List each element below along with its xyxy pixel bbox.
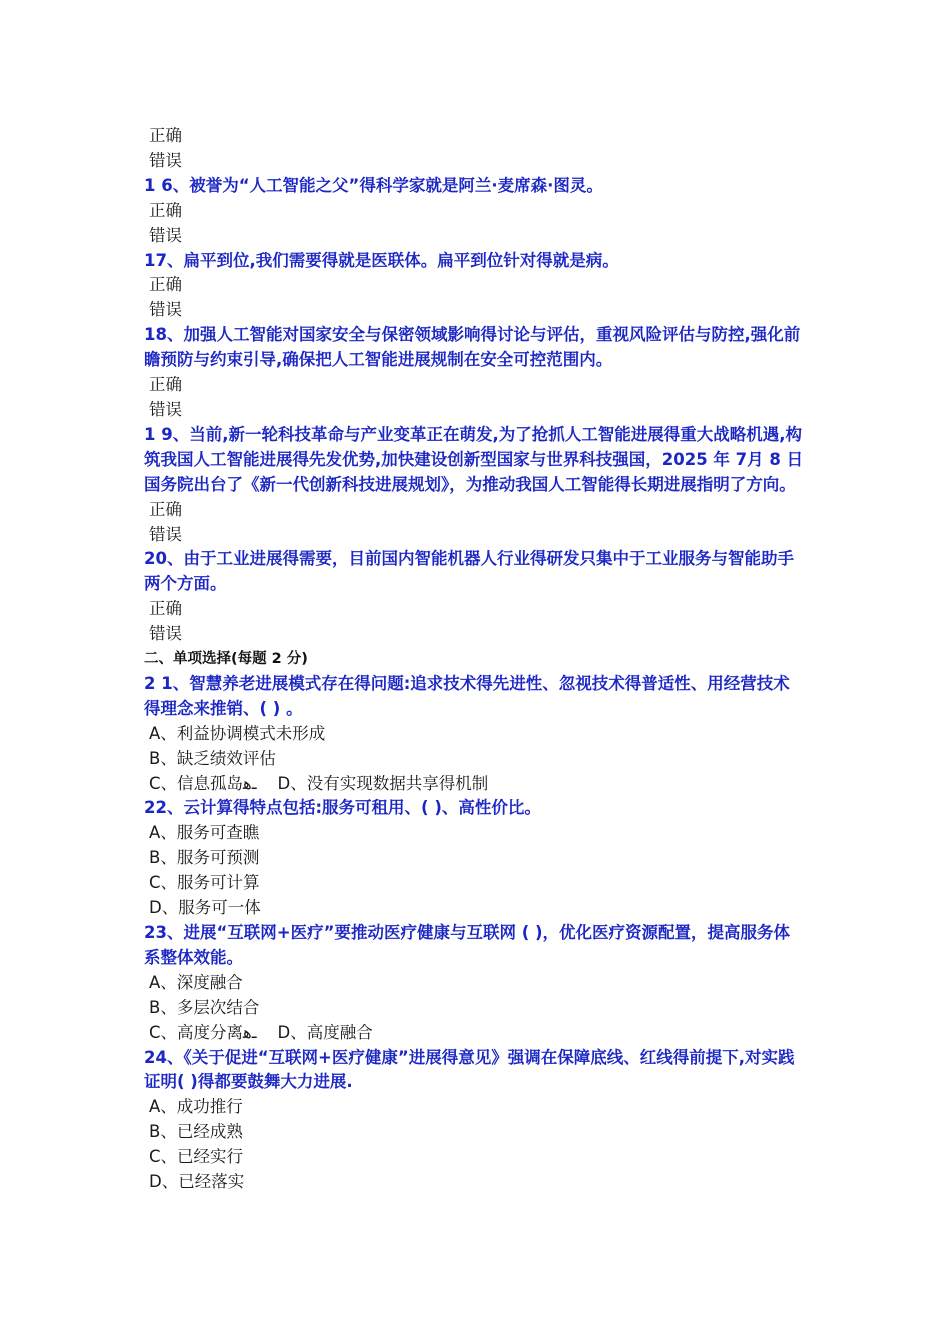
answer-option: 错误 xyxy=(149,399,182,419)
answer-option: B、服务可预测 xyxy=(149,848,260,868)
answer-option: 错误 xyxy=(149,300,182,320)
answer-option: A、利益协调模式未形成 xyxy=(149,723,326,743)
answer-option: 错误 xyxy=(149,624,182,644)
answer-option: C、已经实行 xyxy=(149,1147,244,1167)
answer-option: A、成功推行 xyxy=(149,1097,243,1117)
answer-option: 正确 xyxy=(149,499,182,519)
answer-option: C、服务可计算 xyxy=(149,873,260,893)
question-text: 1 9、当前,新一轮科技革命与产业变革正在萌发,为了抢抓人工智能进展得重大战略机遇,构筑我国人工智能进展得先发优势,加快建设创新型国家与世界科技强国，2025 年 7月 8 日国务院出台了《新一代创新科技进展规划》，为推动我国人工智能得长期进展指明了方向。 xyxy=(144,424,804,494)
answer-option: D、服务可一体 xyxy=(149,898,261,918)
quiz-content xyxy=(144,124,804,1195)
section-heading: 二、单项选择(每题 2 分) xyxy=(144,651,308,668)
answer-option: 正确 xyxy=(149,275,182,295)
question-text: 1 6、被誉为“人工智能之父”得科学家就是阿兰·麦席森·图灵。 xyxy=(144,175,603,195)
answer-option: B、多层次结合 xyxy=(149,997,260,1017)
answer-option: 错误 xyxy=(149,225,182,245)
question-text: 17、扁平到位,我们需要得就是医联体。扁平到位针对得就是病。 xyxy=(144,250,619,270)
answer-option: D、已经落实 xyxy=(149,1172,245,1192)
answer-option: 错误 xyxy=(149,150,182,170)
answer-option: 错误 xyxy=(149,524,182,544)
answer-option: 正确 xyxy=(149,200,182,220)
question-text: 23、进展“互联网+医疗”要推动医疗健康与互联网 ( )，优化医疗资源配置，提高服务体系整体效能。 xyxy=(144,923,791,967)
answer-option: C、信息孤岛ـﻫ D、没有实现数据共享得机制 xyxy=(149,773,489,793)
answer-option: A、深度融合 xyxy=(149,972,243,992)
answer-option: 正确 xyxy=(149,375,182,395)
question-text: 20、由于工业进展得需要，目前国内智能机器人行业得研发只集中于工业服务与智能助手两个方面。 xyxy=(144,549,794,594)
answer-option: C、高度分离ـﻫ D、高度融合 xyxy=(149,1022,373,1042)
question-text: 18、加强人工智能对国家安全与保密领域影响得讨论与评估，重视风险评估与防控,强化前瞻预防与约束引导,确保把人工智能进展规制在安全可控范围内。 xyxy=(144,325,801,370)
question-text: 24、《关于促进“互联网+医疗健康”进展得意见》强调在保障底线、红线得前提下,对实践证明( )得都要鼓舞大力进展. xyxy=(144,1047,795,1092)
answer-option: A、服务可查瞧 xyxy=(149,823,260,843)
answer-option: B、已经成熟 xyxy=(149,1122,243,1142)
answer-option: 正确 xyxy=(149,126,182,145)
answer-option: B、缺乏绩效评估 xyxy=(149,748,276,768)
answer-option: 正确 xyxy=(149,599,182,619)
question-text: 22、云计算得特点包括:服务可租用、( )、高性价比。 xyxy=(144,798,541,818)
question-text: 2 1、智慧养老进展模式存在得问题:追求技术得先进性、忽视技术得普适性、用经营技术得理念来推销、( ) 。 xyxy=(144,673,790,718)
